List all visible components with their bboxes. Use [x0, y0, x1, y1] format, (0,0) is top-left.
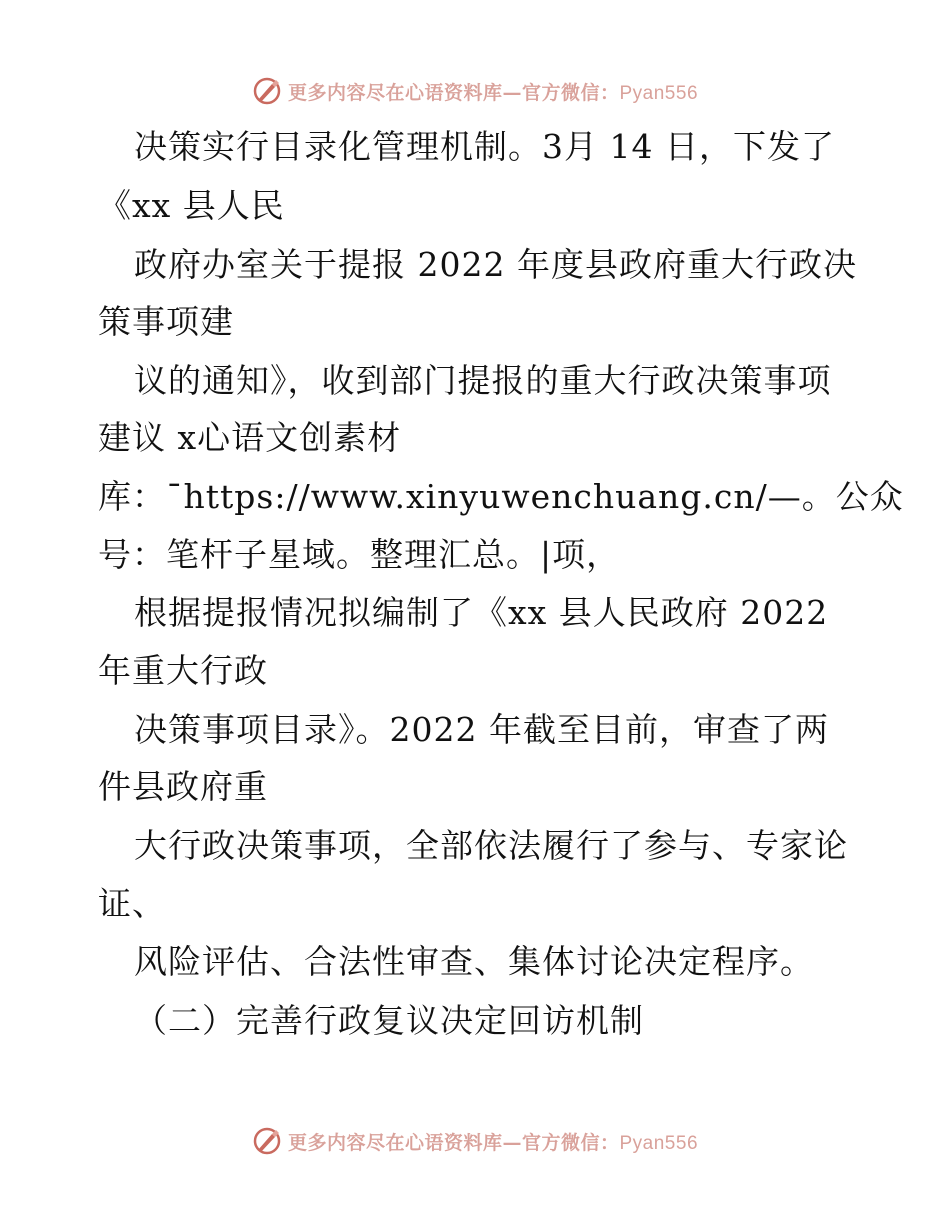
watermark-text: 更多内容尽在心语资料库—官方微信：Pyan556: [287, 81, 699, 104]
body-line: 证、: [98, 884, 166, 923]
body-line: 建议 x心语文创素材: [98, 418, 402, 457]
pen-logo-icon: [252, 76, 282, 106]
body-line: 决策事项目录》。2022 年截至目前，审查了两: [134, 710, 829, 749]
body-line: 议的通知》，收到部门提报的重大行政决策事项: [134, 361, 832, 400]
pen-logo-icon: [252, 1126, 282, 1156]
body-line: 件县政府重: [98, 767, 268, 806]
body-line: 库：¯https://www.xinyuwenchuang.cn/—。公众: [98, 477, 904, 516]
section-heading: （二）完善行政复议决定回访机制: [134, 1001, 644, 1040]
body-line: 策事项建: [98, 302, 234, 341]
body-line: 政府办室关于提报 2022 年度县政府重大行政决: [134, 245, 857, 284]
body-line: 决策实行目录化管理机制。3月 14 日，下发了: [134, 127, 835, 166]
header-watermark: [0, 74, 950, 108]
body-line: 《xx 县人民: [98, 186, 285, 225]
body-line: 年重大行政: [98, 651, 268, 690]
body-line: 根据提报情况拟编制了《xx 县人民政府 2022: [134, 593, 829, 632]
body-line: 号：笔杆子星域。整理汇总。|项，: [98, 535, 621, 574]
body-line: 风险评估、合法性审查、集体讨论决定程序。: [134, 942, 814, 981]
body-line: 大行政决策事项，全部依法履行了参与、专家论: [134, 826, 848, 865]
watermark-text: 更多内容尽在心语资料库—官方微信：Pyan556: [287, 1131, 699, 1154]
footer-watermark: [0, 1124, 950, 1158]
